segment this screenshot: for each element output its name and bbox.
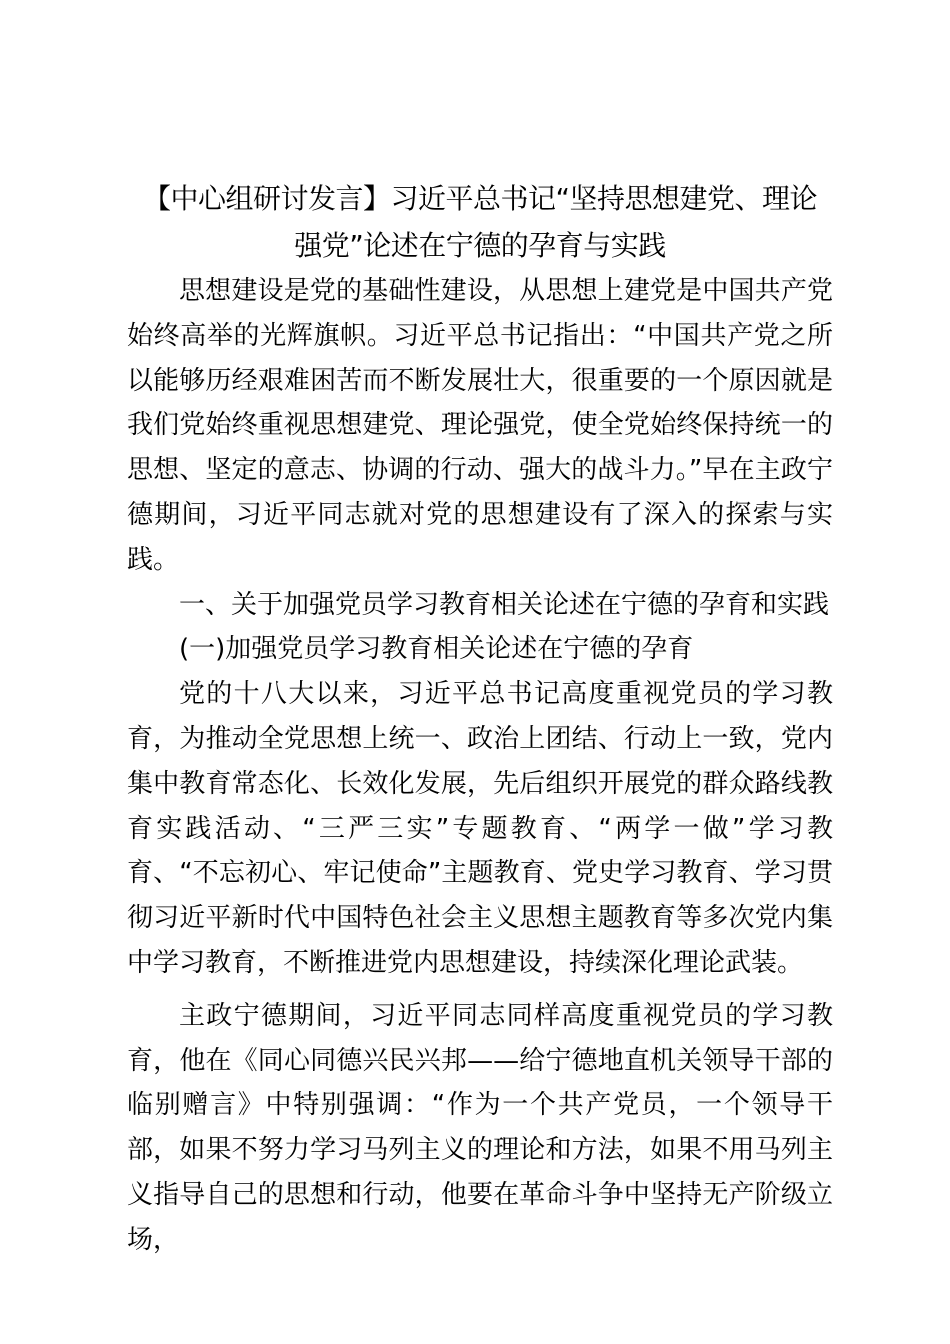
document-page	[127, 175, 833, 1263]
document-title	[127, 175, 833, 269]
intro-paragraph: 思想建设是党的基础性建设，从思想上建党是中国共产党始终高举的光辉旗帜。习近平总书记指出：“中国共产党之所以能够历经艰难困苦而不断发展壮大，很重要的一个原因就是我们党始终重视思想建党、理论强党，使全党始终保持统一的思想、坚定的意志、协调的行动、强大的战斗力。”早在主政宁德期间，习近平同志就对党的思想建设有了深入的探索与实践。	[127, 276, 833, 575]
body-paragraph-1: 党的十八大以来，习近平总书记高度重视党员的学习教育，为推动全党思想上统一、政治上团结、行动上一致，党内集中教育常态化、长效化发展，先后组织开展党的群众路线教育实践活动、“三严三实”专题教育、“两学一做”学习教育、“不忘初心、牢记使命”主题教育、党史学习教育、学习贯彻习近平新时代中国特色社会主义思想主题教育等多次党内集中学习教育，不断推进党内思想建设，持续深化理论武装。	[127, 679, 833, 978]
body-paragraph-2: 主政宁德期间，习近平同志同样高度重视党员的学习教育，他在《同心同德兴民兴邦——给宁德地直机关领导干部的临别赠言》中特别强调：“作为一个共产党员，一个领导干部，如果不努力学习马列主义的理论和方法，如果不用马列主义指导自己的思想和行动，他要在革命斗争中坚持无产阶级立场，	[127, 1000, 833, 1255]
subsection-heading: (一)加强党员学习教育相关论述在宁德的孕育	[179, 634, 694, 665]
title-line-2: 强党”论述在宁德的孕育与实践	[294, 229, 666, 262]
title-line-1: 【中心组研讨发言】习近平总书记“坚持思想建党、理论	[142, 182, 817, 215]
section-heading: 一、关于加强党员学习教育相关论述在宁德的孕育和实践	[179, 589, 830, 620]
